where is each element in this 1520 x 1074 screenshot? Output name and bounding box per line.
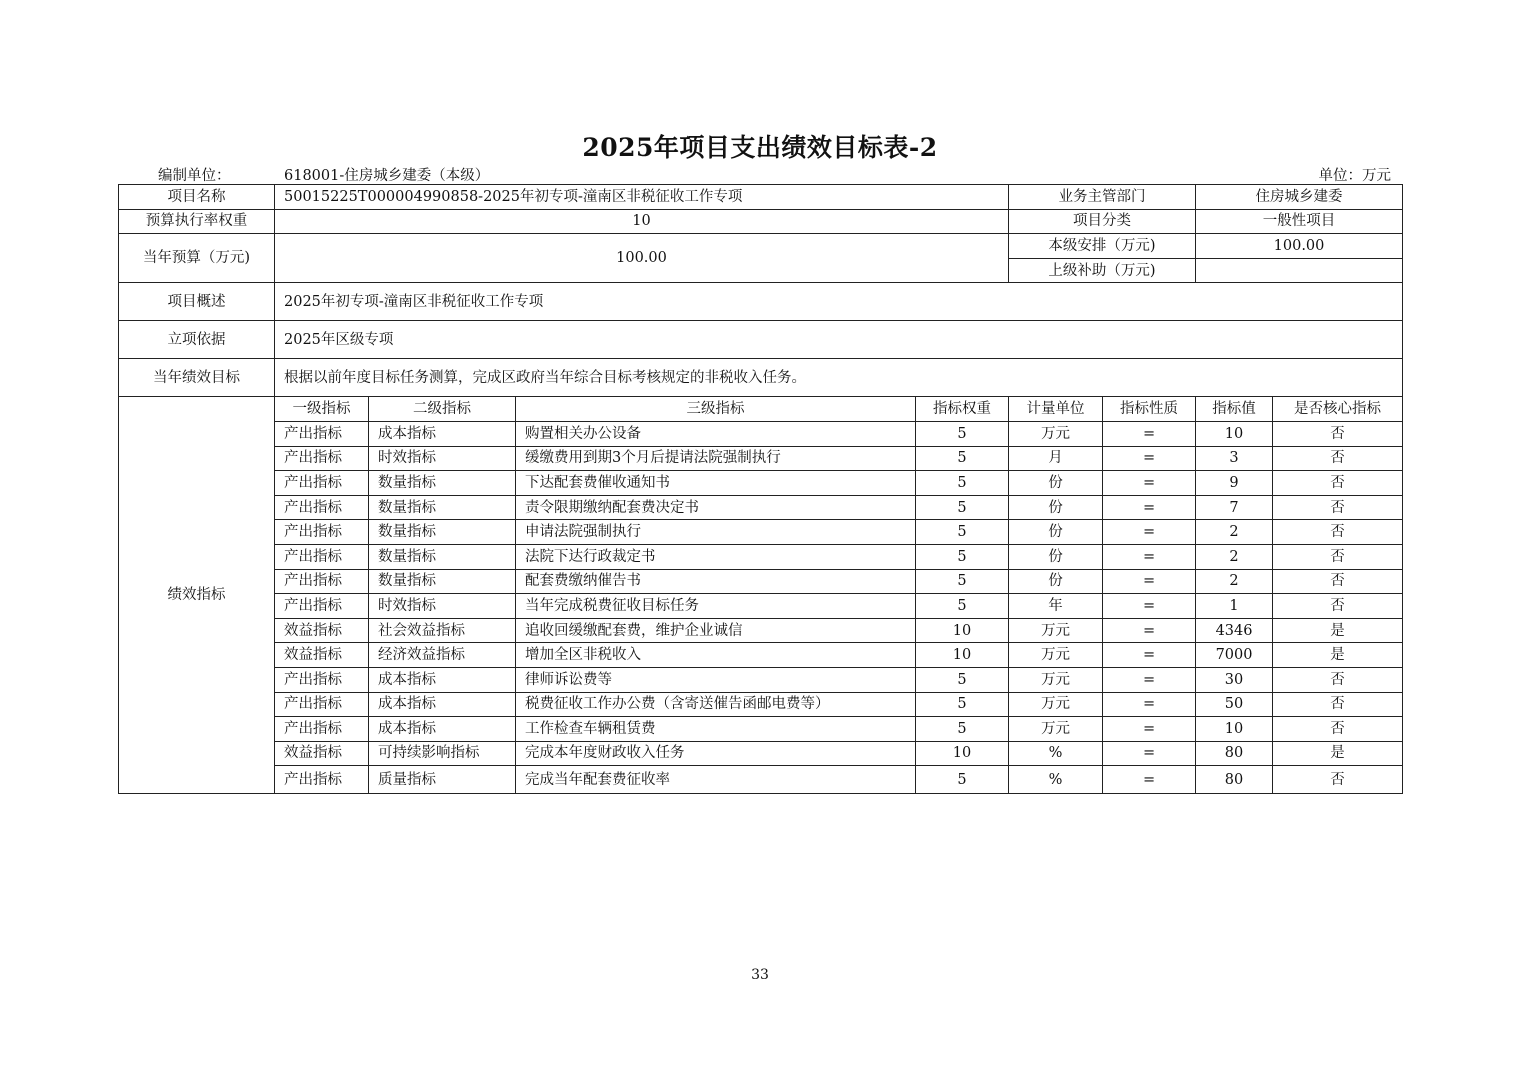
value-cell: 50 [1196,692,1273,717]
nature-cell: = [1103,717,1196,742]
weight-cell: 10 [916,643,1009,668]
unit-cell: 份 [1009,544,1103,569]
level3-cell: 工作检查车辆租赁费 [516,717,916,742]
weight-label: 预算执行率权重 [119,209,275,234]
weight-cell: 10 [916,741,1009,766]
nature-cell: = [1103,667,1196,692]
goal-label: 当年绩效目标 [119,359,275,397]
level3-cell: 完成本年度财政收入任务 [516,741,916,766]
org-value: 618001-住房城乡建委（本级） [284,168,490,184]
core-cell: 是 [1273,618,1403,643]
level1-cell: 产出指标 [275,717,369,742]
value-cell: 7000 [1196,643,1273,668]
level3-cell: 追收回缓缴配套费，维护企业诚信 [516,618,916,643]
dept-label: 业务主管部门 [1009,185,1196,210]
basis-value: 2025年区级专项 [275,321,1403,359]
unit-cell: 份 [1009,495,1103,520]
weight-cell: 5 [916,692,1009,717]
performance-target-table [118,184,1403,794]
level3-cell: 税费征收工作办公费（含寄送催告函邮电费等） [516,692,916,717]
basis-label: 立项依据 [119,321,275,359]
category-value: 一般性项目 [1196,209,1403,234]
weight-cell: 5 [916,544,1009,569]
unit-cell: 万元 [1009,643,1103,668]
nature-cell: = [1103,692,1196,717]
level3-cell: 下达配套费催收通知书 [516,471,916,496]
budget-row [119,234,1403,259]
weight-cell: 5 [916,421,1009,446]
level2-cell: 成本指标 [369,717,516,742]
column-header: 计量单位 [1009,397,1103,422]
budget-label: 当年预算（万元) [119,234,275,283]
column-header: 三级指标 [516,397,916,422]
nature-cell: = [1103,495,1196,520]
local-label: 本级安排（万元) [1009,234,1196,259]
org-label: 编制单位： [158,168,231,184]
core-cell: 否 [1273,544,1403,569]
unit-cell: 万元 [1009,421,1103,446]
column-header: 二级指标 [369,397,516,422]
table-row [119,569,1403,594]
weight-row [119,209,1403,234]
table-row [119,618,1403,643]
indicator-section-label: 绩效指标 [119,397,275,794]
nature-cell: = [1103,766,1196,794]
level2-cell: 时效指标 [369,594,516,619]
table-row [119,717,1403,742]
level1-cell: 效益指标 [275,643,369,668]
level3-cell: 申请法院强制执行 [516,520,916,545]
level1-cell: 产出指标 [275,544,369,569]
value-cell: 30 [1196,667,1273,692]
core-cell: 否 [1273,520,1403,545]
core-cell: 否 [1273,766,1403,794]
table-row [119,544,1403,569]
column-header: 指标值 [1196,397,1273,422]
unit-cell: 万元 [1009,692,1103,717]
level3-cell: 当年完成税费征收目标任务 [516,594,916,619]
level3-cell: 责令限期缴纳配套费决定书 [516,495,916,520]
core-cell: 否 [1273,569,1403,594]
value-cell: 80 [1196,766,1273,794]
weight-cell: 10 [916,618,1009,643]
core-cell: 否 [1273,446,1403,471]
table-row [119,446,1403,471]
dept-value: 住房城乡建委 [1196,185,1403,210]
budget-value: 100.00 [275,234,1009,283]
table-row [119,421,1403,446]
unit-cell: % [1009,766,1103,794]
table-row [119,594,1403,619]
core-cell: 否 [1273,692,1403,717]
level3-cell: 缓缴费用到期3个月后提请法院强制执行 [516,446,916,471]
goal-row [119,359,1403,397]
level1-cell: 产出指标 [275,766,369,794]
table-row [119,692,1403,717]
table-row [119,495,1403,520]
level2-cell: 可持续影响指标 [369,741,516,766]
weight-cell: 5 [916,667,1009,692]
nature-cell: = [1103,544,1196,569]
level1-cell: 产出指标 [275,520,369,545]
level2-cell: 数量指标 [369,471,516,496]
value-cell: 1 [1196,594,1273,619]
weight-cell: 5 [916,520,1009,545]
project-name-row [119,185,1403,210]
overview-row [119,283,1403,321]
nature-cell: = [1103,520,1196,545]
level3-cell: 增加全区非税收入 [516,643,916,668]
weight-cell: 5 [916,471,1009,496]
weight-cell: 5 [916,495,1009,520]
weight-cell: 5 [916,594,1009,619]
level2-cell: 成本指标 [369,421,516,446]
unit-label: 单位：万元 [1318,168,1391,184]
nature-cell: = [1103,421,1196,446]
level2-cell: 数量指标 [369,569,516,594]
level2-cell: 时效指标 [369,446,516,471]
value-cell: 2 [1196,520,1273,545]
core-cell: 是 [1273,741,1403,766]
overview-value: 2025年初专项-潼南区非税征收工作专项 [275,283,1403,321]
level2-cell: 数量指标 [369,544,516,569]
nature-cell: = [1103,741,1196,766]
column-header: 是否核心指标 [1273,397,1403,422]
level3-cell: 配套费缴纳催告书 [516,569,916,594]
column-header: 指标权重 [916,397,1009,422]
nature-cell: = [1103,446,1196,471]
goal-value: 根据以前年度目标任务测算，完成区政府当年综合目标考核规定的非税收入任务。 [275,359,1403,397]
level1-cell: 效益指标 [275,741,369,766]
level1-cell: 产出指标 [275,495,369,520]
level3-cell: 完成当年配套费征收率 [516,766,916,794]
table-row [119,643,1403,668]
weight-cell: 5 [916,766,1009,794]
core-cell: 否 [1273,421,1403,446]
level2-cell: 数量指标 [369,495,516,520]
core-cell: 否 [1273,471,1403,496]
level2-cell: 社会效益指标 [369,618,516,643]
level1-cell: 产出指标 [275,594,369,619]
unit-cell: 份 [1009,471,1103,496]
value-cell: 10 [1196,717,1273,742]
page-number: 33 [751,967,769,983]
value-cell: 80 [1196,741,1273,766]
subsidy-label: 上级补助（万元) [1009,258,1196,283]
nature-cell: = [1103,594,1196,619]
unit-cell: 月 [1009,446,1103,471]
nature-cell: = [1103,569,1196,594]
basis-row [119,321,1403,359]
level3-cell: 法院下达行政裁定书 [516,544,916,569]
core-cell: 否 [1273,594,1403,619]
indicator-header-row [119,397,1403,422]
overview-label: 项目概述 [119,283,275,321]
subsidy-value [1196,258,1403,283]
unit-cell: 年 [1009,594,1103,619]
project-name-label: 项目名称 [119,185,275,210]
table-row [119,766,1403,794]
level1-cell: 产出指标 [275,421,369,446]
value-cell: 10 [1196,421,1273,446]
table-row [119,520,1403,545]
local-value: 100.00 [1196,234,1403,259]
level3-cell: 购置相关办公设备 [516,421,916,446]
level2-cell: 经济效益指标 [369,643,516,668]
level1-cell: 产出指标 [275,471,369,496]
table-row [119,741,1403,766]
core-cell: 否 [1273,717,1403,742]
weight-cell: 5 [916,717,1009,742]
table-row [119,667,1403,692]
unit-cell: 万元 [1009,618,1103,643]
core-cell: 是 [1273,643,1403,668]
level2-cell: 成本指标 [369,692,516,717]
level2-cell: 成本指标 [369,667,516,692]
unit-cell: 份 [1009,569,1103,594]
nature-cell: = [1103,471,1196,496]
unit-cell: % [1009,741,1103,766]
core-cell: 否 [1273,495,1403,520]
value-cell: 7 [1196,495,1273,520]
unit-cell: 份 [1009,520,1103,545]
column-header: 指标性质 [1103,397,1196,422]
value-cell: 4346 [1196,618,1273,643]
unit-cell: 万元 [1009,667,1103,692]
level2-cell: 质量指标 [369,766,516,794]
level1-cell: 产出指标 [275,667,369,692]
value-cell: 9 [1196,471,1273,496]
value-cell: 2 [1196,569,1273,594]
value-cell: 3 [1196,446,1273,471]
core-cell: 否 [1273,667,1403,692]
category-label: 项目分类 [1009,209,1196,234]
nature-cell: = [1103,618,1196,643]
project-name-value: 50015225T000004990858-2025年初专项-潼南区非税征收工作专项 [275,185,1009,210]
page-title: 2025年项目支出绩效目标表-2 [582,133,938,162]
level1-cell: 产出指标 [275,692,369,717]
weight-cell: 5 [916,446,1009,471]
unit-cell: 万元 [1009,717,1103,742]
nature-cell: = [1103,643,1196,668]
level2-cell: 数量指标 [369,520,516,545]
level1-cell: 产出指标 [275,446,369,471]
level1-cell: 产出指标 [275,569,369,594]
level3-cell: 律师诉讼费等 [516,667,916,692]
table-row [119,471,1403,496]
weight-cell: 5 [916,569,1009,594]
weight-value: 10 [275,209,1009,234]
level1-cell: 效益指标 [275,618,369,643]
column-header: 一级指标 [275,397,369,422]
value-cell: 2 [1196,544,1273,569]
